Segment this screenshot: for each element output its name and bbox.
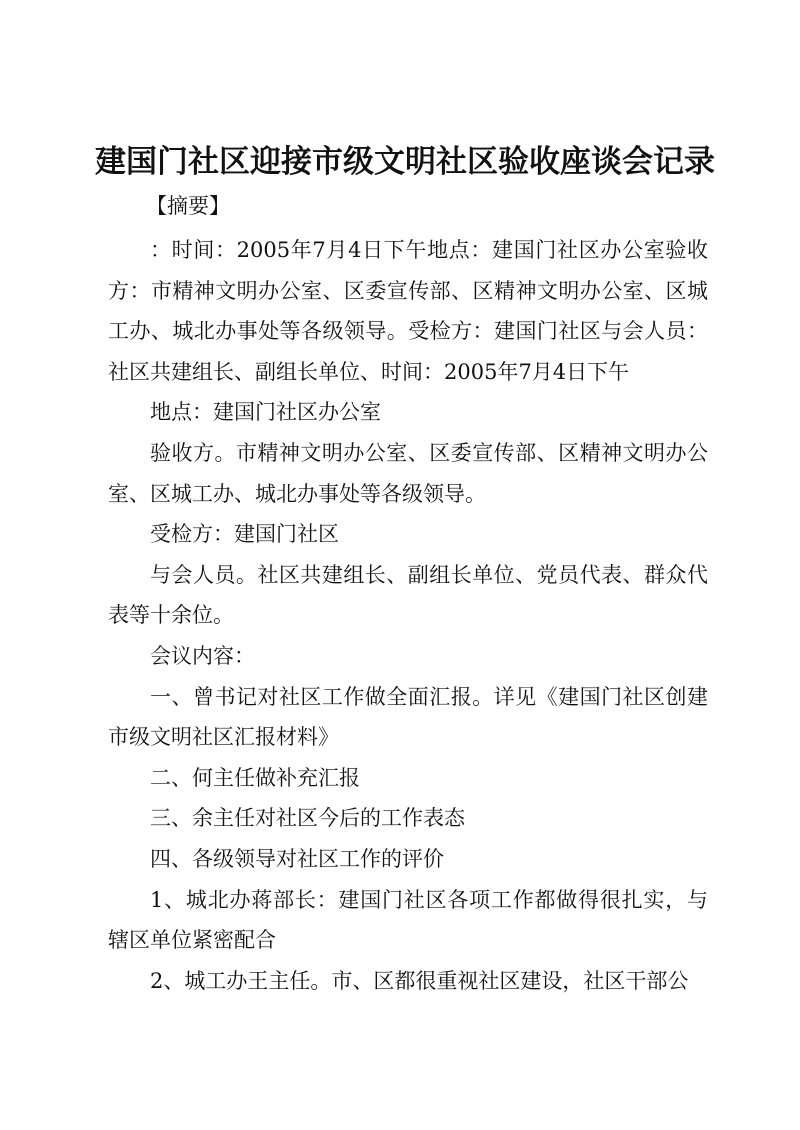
paragraph-item-4: 四、各级领导对社区工作的评价	[150, 846, 444, 871]
paragraph-inspected-party: 受检方：建国门社区	[150, 522, 339, 547]
paragraph-location: 地点：建国门社区办公室	[150, 400, 381, 425]
paragraph-attendees: 与会人员。社区共建组长、副组长单位、党员代表、群众代表等十余位。	[108, 562, 708, 628]
document-title: 建国门社区迎接市级文明社区验收座谈会记录	[95, 144, 715, 180]
paragraph-meeting-content-heading: 会议内容：	[150, 643, 255, 668]
paragraph-inspectors: 验收方。市精神文明办公室、区委宣传部、区精神文明办公室、区城工办、城北办事处等各级领导。	[108, 440, 708, 506]
paragraph-item-1: 一、曾书记对社区工作做全面汇报。详见《建国门社区创建市级文明社区汇报材料》	[108, 684, 708, 750]
paragraph-item-2: 二、何主任做补充汇报	[150, 765, 360, 790]
paragraph-review-2: 2、城工办王主任。市、区都很重视社区建设，社区干部公	[150, 968, 689, 993]
paragraph-item-3: 三、余主任对社区今后的工作表态	[150, 806, 465, 831]
abstract-label: 【摘要】	[146, 194, 230, 218]
paragraph-meeting-summary: ：时间：2005年7月4日下午地点：建国门社区办公室验收方：市精神文明办公室、区委宣传部、区精神文明办公室、区城工办、城北办事处等各级领导。受检方：建国门社区与会人员：社区共建组长、副组长单位、时间：2005年7月4日下午	[108, 238, 708, 384]
paragraph-review-1: 1、城北办蒋部长：建国门社区各项工作都做得很扎实，与辖区单位紧密配合	[108, 887, 708, 953]
document-body	[108, 230, 708, 1001]
